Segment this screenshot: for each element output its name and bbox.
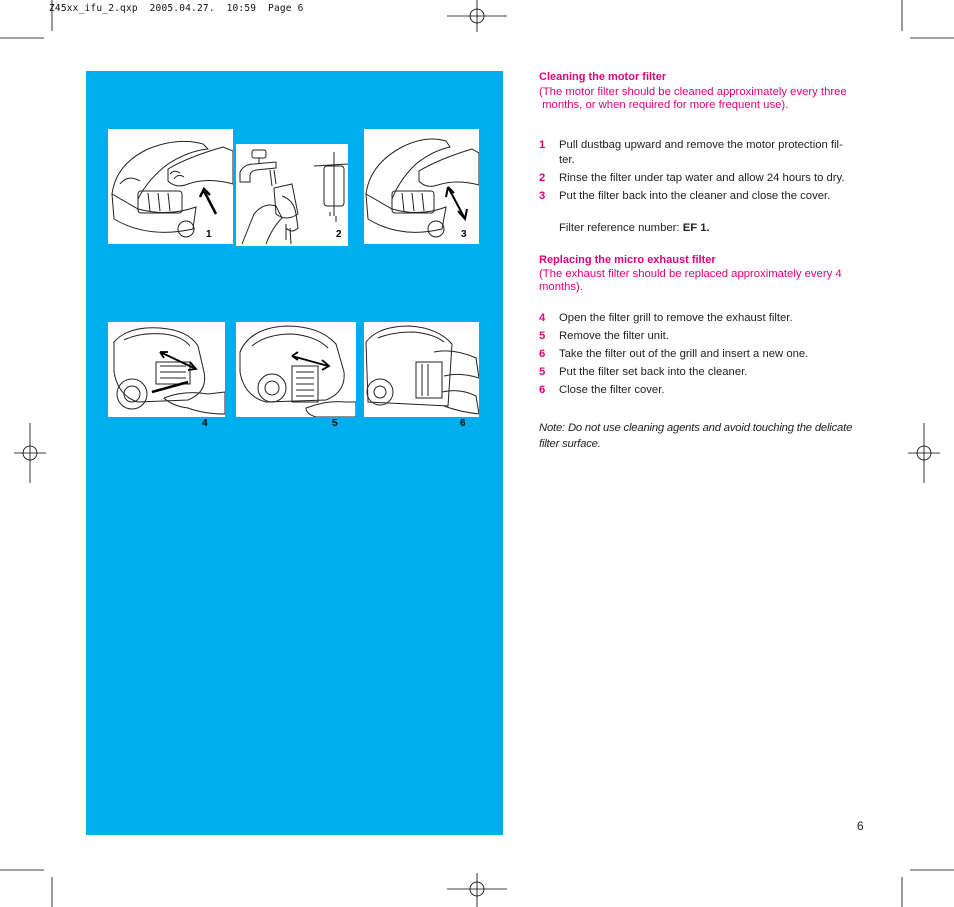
step-list bbox=[539, 138, 869, 204]
illustration-panel bbox=[86, 71, 503, 835]
step-text: Remove the filter unit. bbox=[559, 330, 669, 342]
step-text: Open the filter grill to remove the exhaust filter. bbox=[559, 312, 793, 324]
section-subtitle: (The exhaust filter should be replaced approximately every 4 months). bbox=[539, 268, 842, 293]
step-text: Rinse the filter under tap water and allow 24 hours to dry. bbox=[559, 172, 845, 184]
step-number: 5 bbox=[539, 330, 546, 342]
step-text: Close the filter cover. bbox=[559, 384, 665, 396]
step-item bbox=[539, 138, 869, 153]
figure-number: 2 bbox=[336, 229, 342, 240]
step-item bbox=[539, 365, 869, 380]
section-exhaust-filter bbox=[539, 253, 869, 398]
step-text: Put the filter back into the cleaner and close the cover. bbox=[559, 190, 831, 202]
section-subtitle: (The motor filter should be cleaned approximately every three months, or when required for more frequent use). bbox=[539, 86, 847, 111]
print-slug: Z45xx_ifu_2.qxp 2005.04.27. 10:59 Page 6 bbox=[49, 3, 304, 14]
step-text: Put the filter set back into the cleaner. bbox=[559, 366, 748, 378]
figure-6-illustration bbox=[364, 322, 479, 417]
figure-1-illustration bbox=[108, 129, 233, 244]
page-number: 6 bbox=[857, 819, 864, 833]
step-number: 3 bbox=[539, 190, 546, 202]
figure-2-illustration bbox=[236, 144, 348, 246]
step-list bbox=[539, 311, 869, 398]
step-item bbox=[539, 311, 869, 326]
section-motor-filter bbox=[539, 70, 869, 234]
step-number: 4 bbox=[539, 312, 546, 324]
step-number: 2 bbox=[539, 172, 546, 184]
step-text: ter. bbox=[559, 154, 575, 166]
step-number: 5 bbox=[539, 366, 546, 378]
step-item bbox=[539, 189, 869, 204]
step-item bbox=[539, 153, 869, 168]
figure-number: 5 bbox=[332, 418, 338, 429]
figure-number: 1 bbox=[206, 229, 212, 240]
figure-number: 4 bbox=[202, 418, 208, 429]
figure-5-illustration bbox=[236, 322, 356, 417]
step-item bbox=[539, 383, 869, 398]
step-item bbox=[539, 171, 869, 186]
filter-reference: Filter reference number: EF 1. bbox=[559, 222, 710, 234]
note-text: Note: Do not use cleaning agents and avoid touching the delicate filter surface. bbox=[539, 422, 853, 450]
step-number: 6 bbox=[539, 348, 546, 360]
step-text: Pull dustbag upward and remove the motor protection fil- bbox=[559, 139, 843, 151]
step-number: 1 bbox=[539, 139, 546, 151]
step-text: Take the filter out of the grill and insert a new one. bbox=[559, 348, 809, 360]
figure-4-illustration bbox=[108, 322, 225, 417]
figure-number: 6 bbox=[460, 418, 466, 429]
section-title: Cleaning the motor filter bbox=[539, 71, 667, 83]
instructions-column bbox=[539, 70, 869, 452]
step-number: 6 bbox=[539, 384, 546, 396]
section-title: Replacing the micro exhaust filter bbox=[539, 254, 716, 266]
step-item bbox=[539, 329, 869, 344]
figure-number: 3 bbox=[461, 229, 467, 240]
step-item bbox=[539, 347, 869, 362]
figure-3-illustration bbox=[364, 129, 479, 244]
filter-reference-value: EF 1. bbox=[682, 222, 710, 234]
